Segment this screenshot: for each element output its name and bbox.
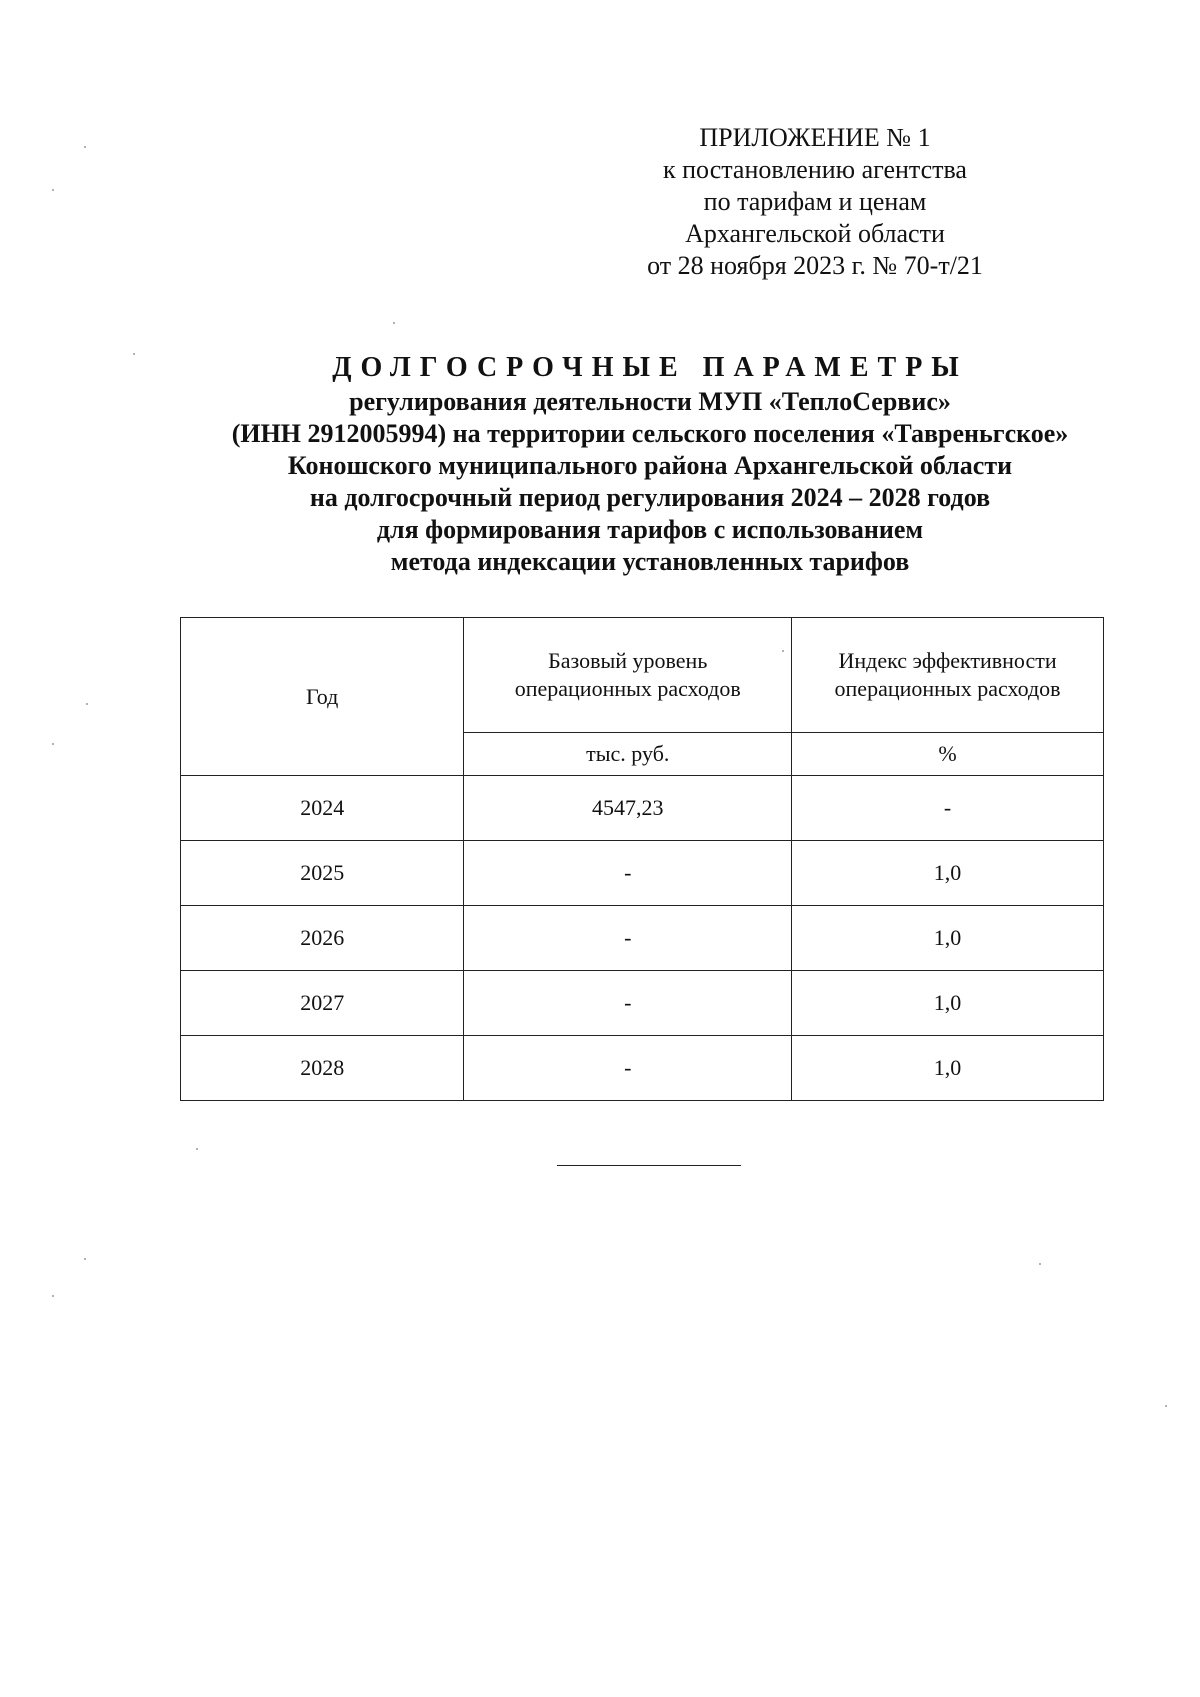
appendix-number: ПРИЛОЖЕНИЕ № 1 [699, 123, 931, 152]
table-row [181, 841, 1104, 906]
cell-year: 2024 [181, 776, 464, 841]
cell-index: 1,0 [792, 1036, 1104, 1101]
cell-index: 1,0 [792, 906, 1104, 971]
scan-speck [52, 743, 54, 745]
cell-index: 1,0 [792, 971, 1104, 1036]
table-header-row [181, 618, 1104, 733]
title-line: регулирования деятельности МУП «ТеплоСервис» [349, 387, 951, 416]
title-line: (ИНН 2912005994) на территории сельского поселения «Тавреньгское» [231, 419, 1069, 448]
appendix-block [640, 122, 990, 282]
scan-speck [52, 1295, 54, 1297]
header-base-line: Базовый уровень [548, 648, 708, 673]
cell-year: 2028 [181, 1036, 464, 1101]
cell-year: 2027 [181, 971, 464, 1036]
header-index-line: Индекс эффективности [838, 648, 1057, 673]
scan-speck [782, 650, 784, 652]
cell-index: - [792, 776, 1104, 841]
scan-speck [86, 703, 88, 705]
scan-speck [1039, 1263, 1041, 1265]
appendix-date-number: от 28 ноября 2023 г. № 70-т/21 [647, 251, 983, 280]
scan-speck [196, 1148, 198, 1150]
appendix-region: Архангельской области [685, 219, 945, 248]
table-row [181, 906, 1104, 971]
end-divider-line [557, 1165, 741, 1166]
appendix-agency: по тарифам и ценам [703, 187, 927, 216]
header-base-level [464, 618, 792, 733]
cell-year: 2025 [181, 841, 464, 906]
cell-year: 2026 [181, 906, 464, 971]
scan-speck [52, 189, 54, 191]
header-efficiency-index [792, 618, 1104, 733]
header-base-line: операционных расходов [514, 676, 741, 701]
scan-speck [84, 1258, 86, 1260]
title-line: для формирования тарифов с использованием [376, 515, 924, 544]
unit-base: тыс. руб. [464, 733, 792, 776]
unit-index: % [792, 733, 1104, 776]
cell-index: 1,0 [792, 841, 1104, 906]
table-row [181, 1036, 1104, 1101]
title-heading: ДОЛГОСРОЧНЫЕ ПАРАМЕТРЫ [332, 352, 968, 383]
title-line: на долгосрочный период регулирования 2024 – 2028 годов [309, 483, 991, 512]
cell-base: - [464, 841, 792, 906]
header-index-line: операционных расходов [834, 676, 1061, 701]
cell-base: - [464, 1036, 792, 1101]
scan-speck [84, 146, 86, 148]
title-line: метода индексации установленных тарифов [390, 547, 910, 576]
cell-base: - [464, 971, 792, 1036]
scan-speck [133, 353, 135, 355]
cell-base: - [464, 906, 792, 971]
title-line: Коношского муниципального района Архангельской области [287, 451, 1013, 480]
header-year: Год [181, 618, 464, 776]
cell-base: 4547,23 [464, 776, 792, 841]
parameters-table [180, 617, 1104, 1101]
scan-speck [393, 322, 395, 324]
scan-speck [1165, 1405, 1167, 1407]
table-row [181, 971, 1104, 1036]
table-row [181, 776, 1104, 841]
document-title [120, 352, 1180, 578]
appendix-reference: к постановлению агентства [663, 155, 967, 184]
